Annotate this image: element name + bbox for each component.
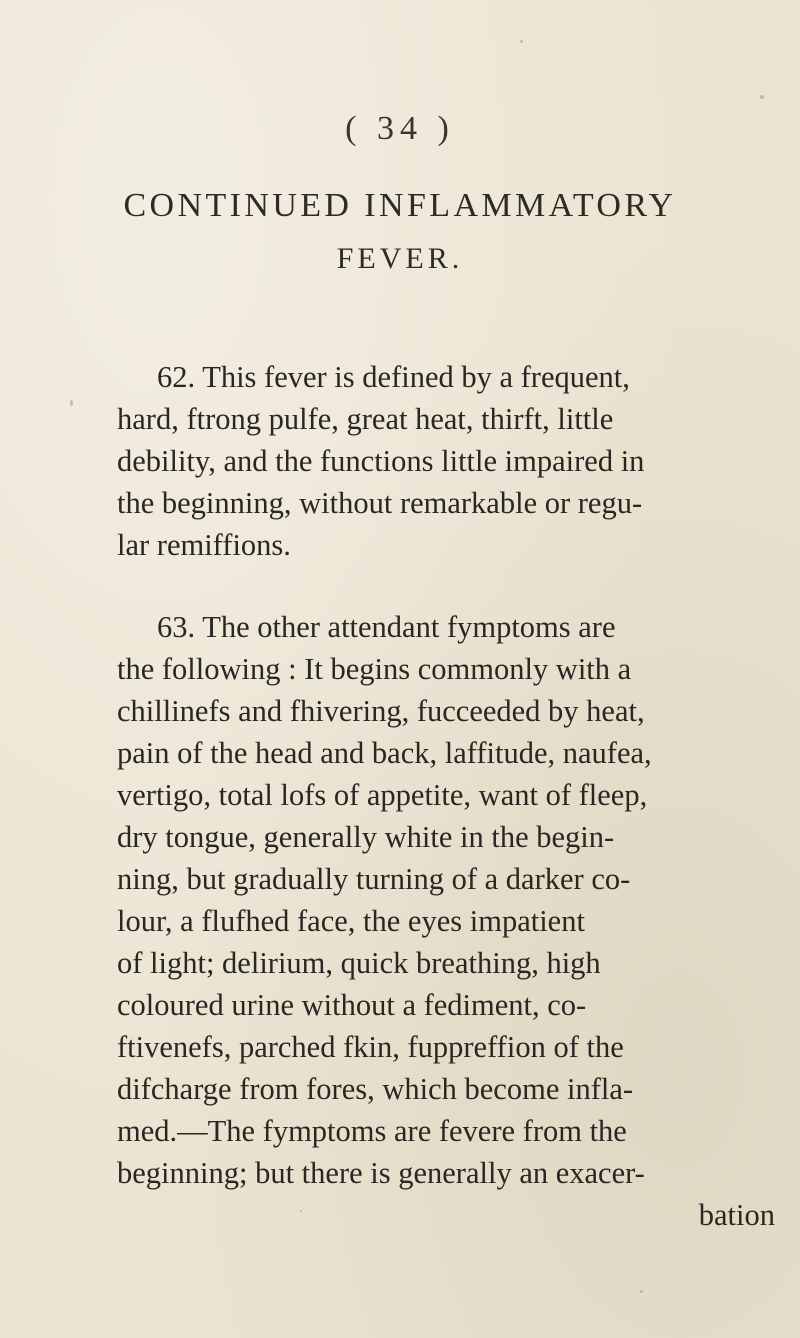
catchword: bation bbox=[698, 1198, 775, 1232]
paragraph-63 bbox=[117, 606, 781, 1236]
text-line: chillinefs and fhivering, fucceeded by heat, bbox=[117, 694, 645, 728]
text-line: hard, ftrong pulfe, great heat, thirft, little bbox=[117, 402, 614, 436]
text-line: ftivenefs, parched fkin, fuppreffion of the bbox=[117, 1030, 624, 1064]
text-line: ning, but gradually turning of a darker co- bbox=[117, 862, 631, 896]
paper-speck bbox=[640, 1290, 643, 1293]
paper-speck bbox=[520, 40, 523, 43]
text-line: 62. This fever is defined by a frequent, bbox=[157, 360, 630, 394]
text-line: beginning; but there is generally an exacer- bbox=[117, 1156, 645, 1190]
chapter-title-line-1: CONTINUED INFLAMMATORY bbox=[123, 187, 677, 224]
text-line: med.—The fymptoms are fevere from the bbox=[117, 1114, 627, 1148]
text-line: 63. The other attendant fymptoms are bbox=[157, 610, 616, 644]
text-line: dry tongue, generally white in the begin- bbox=[117, 820, 615, 854]
paper-speck bbox=[70, 400, 73, 406]
chapter-title-line-2: FEVER. bbox=[336, 242, 464, 275]
text-line: difcharge from fores, which become infla- bbox=[117, 1072, 634, 1106]
text-line: of light; delirium, quick breathing, high bbox=[117, 946, 601, 980]
text-line: vertigo, total lofs of appetite, want of fleep, bbox=[117, 778, 648, 812]
text-line: the beginning, without remarkable or regu- bbox=[117, 486, 643, 520]
page-number: ( 34 ) bbox=[345, 110, 455, 147]
text-line: debility, and the functions little impaired in bbox=[117, 444, 645, 478]
paper-speck bbox=[760, 95, 764, 99]
paper-speck bbox=[300, 1210, 302, 1212]
text-line: pain of the head and back, laffitude, naufea, bbox=[117, 736, 652, 770]
text-line: lar remiffions. bbox=[117, 528, 291, 562]
text-line: coloured urine without a fediment, co- bbox=[117, 988, 587, 1022]
text-line: the following : It begins commonly with a bbox=[117, 652, 632, 686]
paragraph-62 bbox=[117, 356, 781, 566]
text-line: lour, a flufhed face, the eyes impatient bbox=[117, 904, 585, 938]
